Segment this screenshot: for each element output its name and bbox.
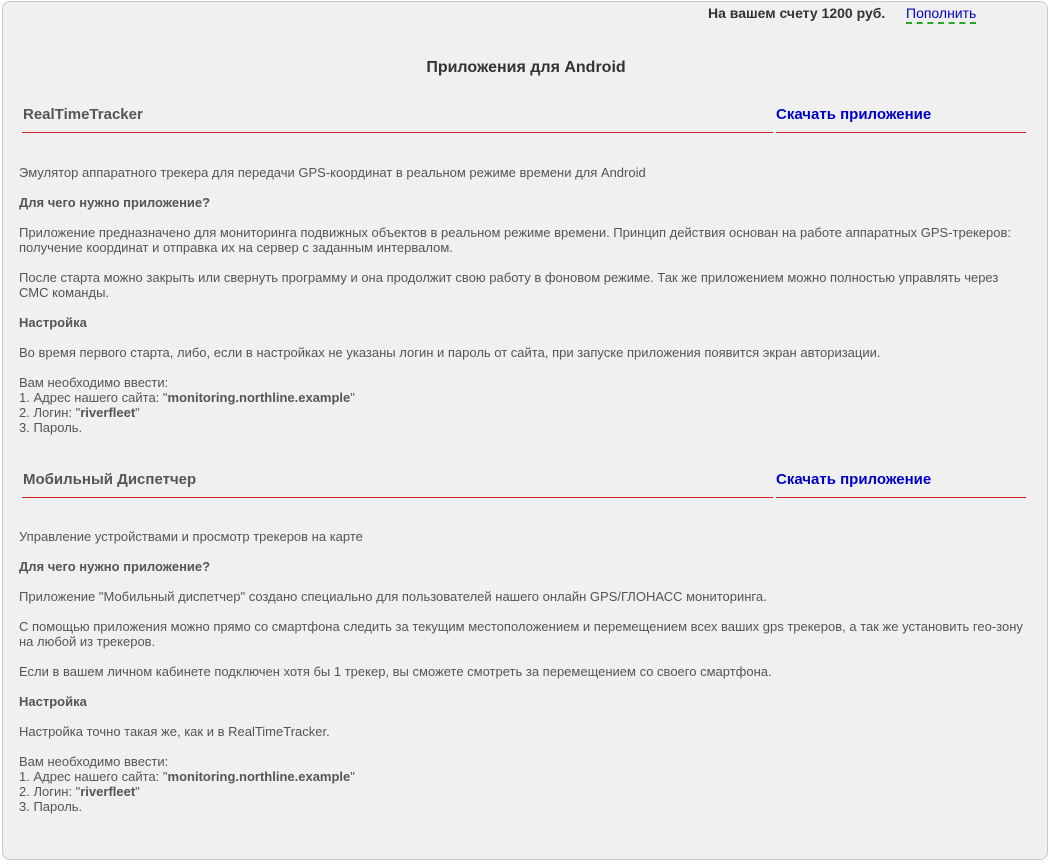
paragraph: После старта можно закрыть или свернуть программу и она продолжит свою работу в фоновом режиме. Так же приложением можно полностью управлять через СМС команды.	[19, 270, 999, 300]
app-name: Мобильный Диспетчер	[22, 471, 773, 498]
app-summary: Эмулятор аппаратного трекера для передачи GPS-координат в реальном режиме времени для Android	[19, 165, 646, 180]
app-summary: Управление устройствами и просмотр трекеров на карте	[19, 529, 363, 544]
step-password: 3. Пароль.	[19, 420, 83, 435]
step-site-label: 1. Адрес нашего сайта: "	[19, 390, 168, 405]
why-heading: Для чего нужно приложение?	[19, 559, 211, 574]
step-password: 3. Пароль.	[19, 799, 83, 814]
quote: "	[135, 405, 140, 420]
app-header-realtimetracker	[0, 106, 1052, 140]
site-address: monitoring.northline.example	[167, 769, 351, 784]
login-value: riverfleet	[80, 784, 136, 799]
credentials-list	[19, 375, 1029, 435]
quote: "	[350, 390, 355, 405]
setup-text: Настройка точно такая же, как и в RealTimeTracker.	[19, 724, 330, 739]
step-login-label: 2. Логин: "	[19, 784, 81, 799]
credentials-list	[19, 754, 1029, 814]
download-app-link[interactable]: Скачать приложение	[776, 471, 1026, 498]
app-description-block	[19, 529, 1029, 814]
topup-link[interactable]: Пополнить	[906, 5, 976, 24]
page-title: Приложения для Android	[426, 59, 626, 76]
site-address: monitoring.northline.example	[167, 390, 351, 405]
enter-intro: Вам необходимо ввести:	[19, 754, 169, 769]
app-header-mobile-dispatcher	[0, 471, 1052, 505]
enter-intro: Вам необходимо ввести:	[19, 375, 169, 390]
why-heading: Для чего нужно приложение?	[19, 195, 211, 210]
login-value: riverfleet	[80, 405, 136, 420]
paragraph: Если в вашем личном кабинете подключен хотя бы 1 трекер, вы сможете смотреть за перемещением со своего смартфона.	[19, 664, 772, 679]
paragraph: С помощью приложения можно прямо со смартфона следить за текущим местоположением и перемещением всех ваших gps трекеров, а так же установить гео-зону на любой из трекеров.	[19, 619, 1023, 649]
setup-heading: Настройка	[19, 694, 87, 709]
app-name: RealTimeTracker	[22, 106, 773, 133]
download-app-link[interactable]: Скачать приложение	[776, 106, 1026, 133]
step-site-label: 1. Адрес нашего сайта: "	[19, 769, 168, 784]
paragraph: Приложение "Мобильный диспетчер" создано специально для пользователей нашего онлайн GPS/ГЛОНАСС мониторинга.	[19, 589, 767, 604]
step-login-label: 2. Логин: "	[19, 405, 81, 420]
quote: "	[350, 769, 355, 784]
quote: "	[135, 784, 140, 799]
balance-bar	[708, 5, 977, 21]
setup-text: Во время первого старта, либо, если в настройках не указаны логин и пароль от сайта, при запуске приложения появится экран авторизации.	[19, 345, 881, 360]
app-description-block	[19, 165, 1029, 435]
setup-heading: Настройка	[19, 315, 87, 330]
paragraph: Приложение предназначено для мониторинга подвижных объектов в реальном режиме времени. Принцип действия основан на работе аппаратных GPS-трекеров: получение координат и отправка их на сервер с заданным интервалом.	[19, 225, 1012, 255]
balance-text: На вашем счету 1200 руб.	[708, 5, 886, 21]
